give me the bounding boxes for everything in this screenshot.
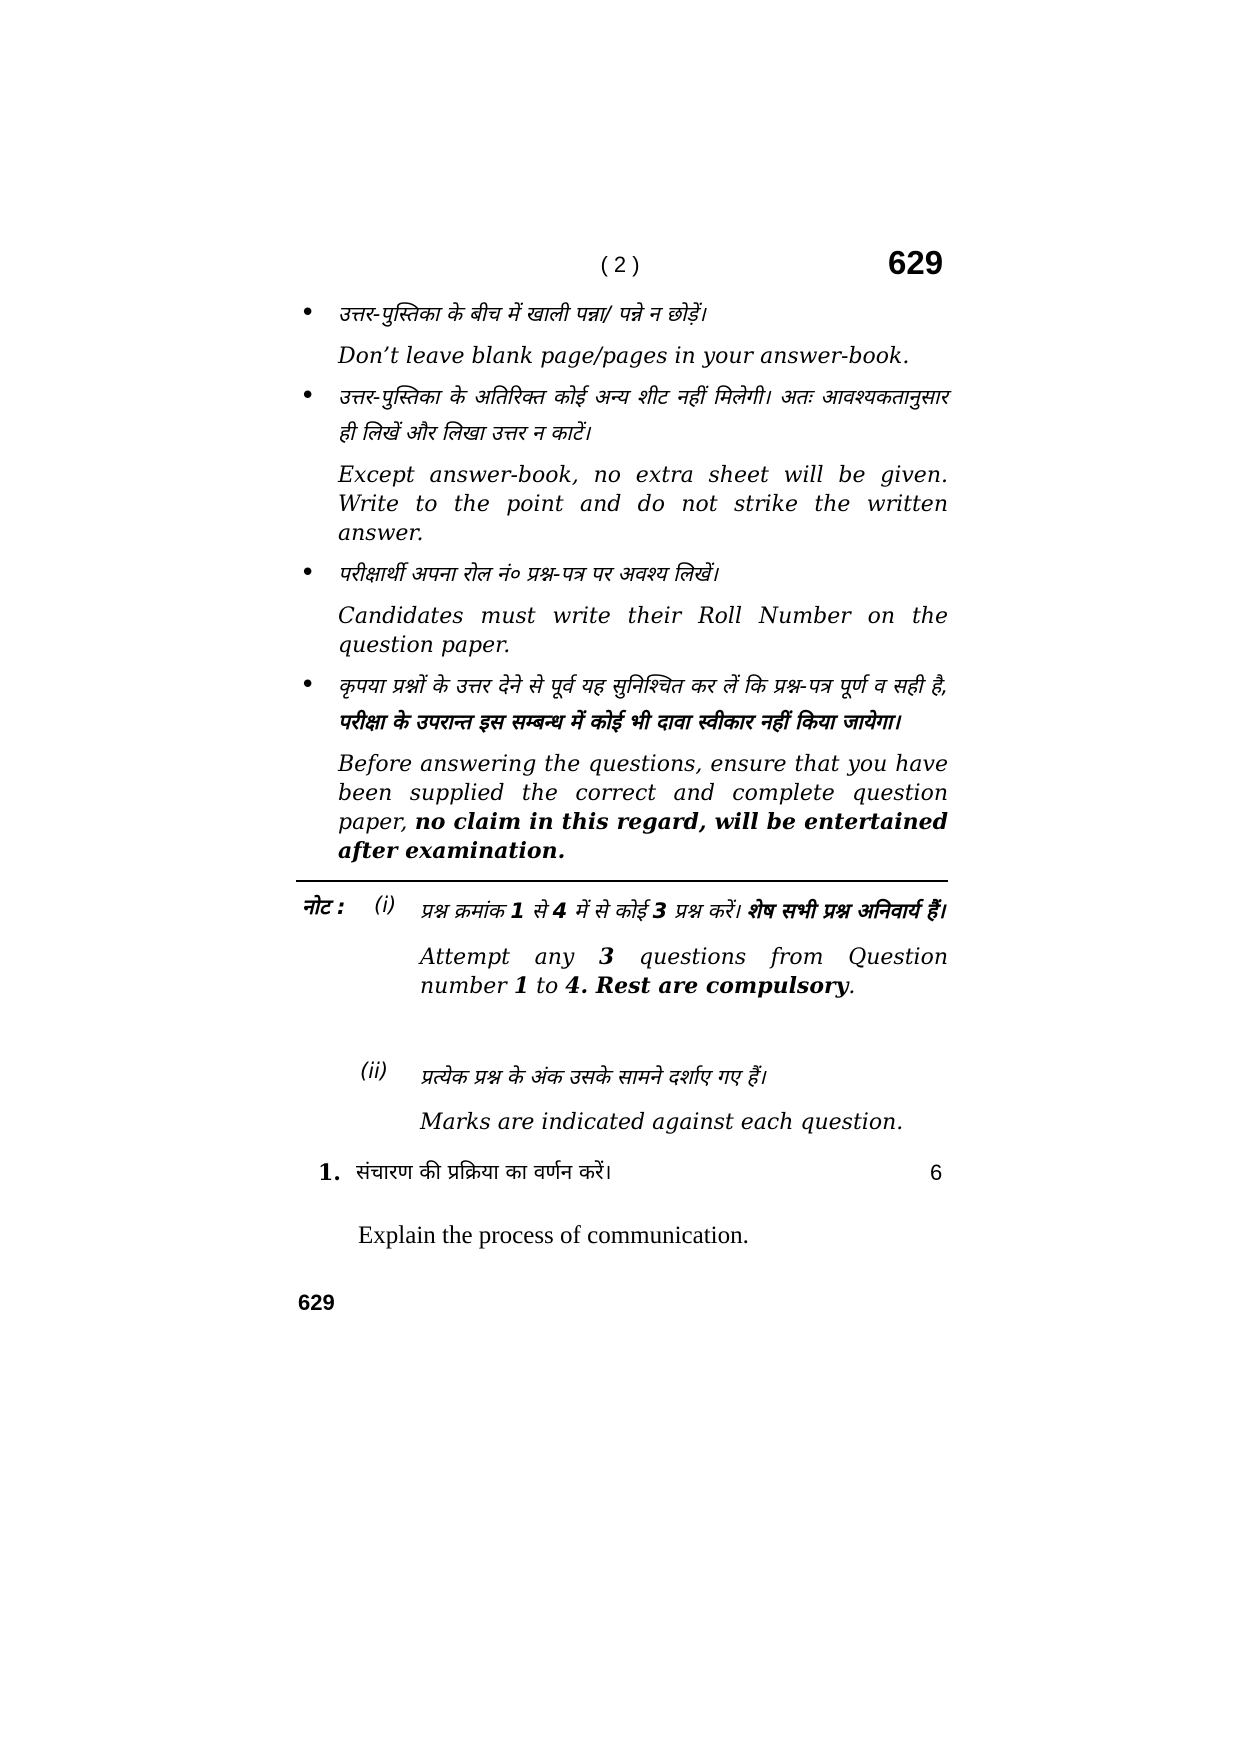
instruction-english-text: Before answering the questions, ensure that you have been supplied the correct and complete question paper, <box>338 752 948 835</box>
note-i-number: (i) <box>374 893 397 917</box>
note-i-english-end: . <box>848 974 856 999</box>
instruction-item <box>296 379 948 548</box>
note-i-hindi-number: 1 <box>510 899 526 923</box>
note-i-english-number: 3 <box>599 944 615 970</box>
instruction-hindi: उत्तर-पुस्तिका के अतिरिक्त कोई अन्य शीट नहीं मिलेगी। अतः आवश्यकतानुसार ही लिखें और लिखा उत्तर न काटें। <box>338 385 948 445</box>
bullet-icon: • <box>300 558 316 588</box>
instruction-item <box>296 668 948 866</box>
instruction-hindi-bold: परीक्षा के उपरान्त इस सम्बन्ध में कोई भी दावा स्वीकार नहीं किया जायेगा। <box>338 710 901 734</box>
bullet-icon: • <box>300 670 316 700</box>
instruction-hindi <box>338 668 948 740</box>
instruction-english <box>338 750 948 866</box>
note-ii-hindi: प्रत्येक प्रश्न के अंक उसके सामने दर्शाए गए हैं। <box>420 1065 766 1089</box>
instruction-hindi-text: कृपया प्रश्नों के उत्तर देने से पूर्व यह सुनिश्चित कर लें कि प्रश्न-पत्र पूर्ण व सही है, <box>338 674 948 698</box>
instruction-hindi: परीक्षार्थी अपना रोल नं० प्रश्न-पत्र पर अवश्य लिखें। <box>338 562 718 586</box>
question-marks: 6 <box>930 1160 943 1185</box>
note-i-hindi-number: 4 <box>552 899 568 923</box>
note-i-english-bold: 4. Rest are compulsory <box>565 973 849 999</box>
instruction-english: Except answer-book, no extra sheet will be given. Write to the point and do not strike the written answer. <box>338 463 948 546</box>
divider <box>296 880 948 882</box>
note-i-english-text: Attempt any <box>420 945 575 970</box>
note-i-hindi <box>420 893 948 929</box>
note-i-hindi-text: में से कोई <box>573 899 646 923</box>
instructions-list <box>296 296 948 874</box>
note-i-hindi-number: 3 <box>652 899 668 923</box>
question-number: 1. <box>318 1160 341 1186</box>
note-i-hindi-text: प्रश्न करें। <box>673 899 741 923</box>
question-hindi: संचारण की प्रक्रिया का वर्णन करें। <box>356 1160 612 1184</box>
instruction-english-bold: no claim in this regard, will be entertained after examination. <box>338 809 948 864</box>
note-ii-number: (ii) <box>360 1059 389 1083</box>
note-i-hindi-bold: शेष सभी प्रश्न अनिवार्य हैं। <box>746 899 946 923</box>
note-i-english-text: to <box>536 974 559 999</box>
footer-paper-code: 629 <box>298 1290 335 1315</box>
bullet-icon: • <box>300 298 316 328</box>
note-ii-block <box>420 1059 948 1137</box>
note-i-english-text: questions from Question number <box>420 945 948 999</box>
note-label: नोट : <box>302 895 346 919</box>
paper-code: 629 <box>888 244 944 281</box>
page-number: ( 2 ) <box>600 252 640 277</box>
note-i-hindi-text: से <box>531 899 546 923</box>
note-i-block <box>420 893 948 1001</box>
note-i-hindi-text: प्रश्न क्रमांक <box>420 899 504 923</box>
note-i-english <box>420 943 948 1001</box>
instruction-item <box>296 556 948 660</box>
note-ii-english: Marks are indicated against each question. <box>420 1110 904 1135</box>
instruction-english: Candidates must write their Roll Number on the question paper. <box>338 604 948 658</box>
note-i-english-number: 1 <box>513 973 530 999</box>
instruction-hindi: उत्तर-पुस्तिका के बीच में खाली पन्ना/ पन्ने न छोड़ें। <box>338 302 706 326</box>
bullet-icon: • <box>300 381 316 411</box>
instruction-item <box>296 296 948 371</box>
instruction-english: Don’t leave blank page/pages in your answer-book. <box>338 344 910 369</box>
question-english: Explain the process of communication. <box>358 1222 749 1249</box>
